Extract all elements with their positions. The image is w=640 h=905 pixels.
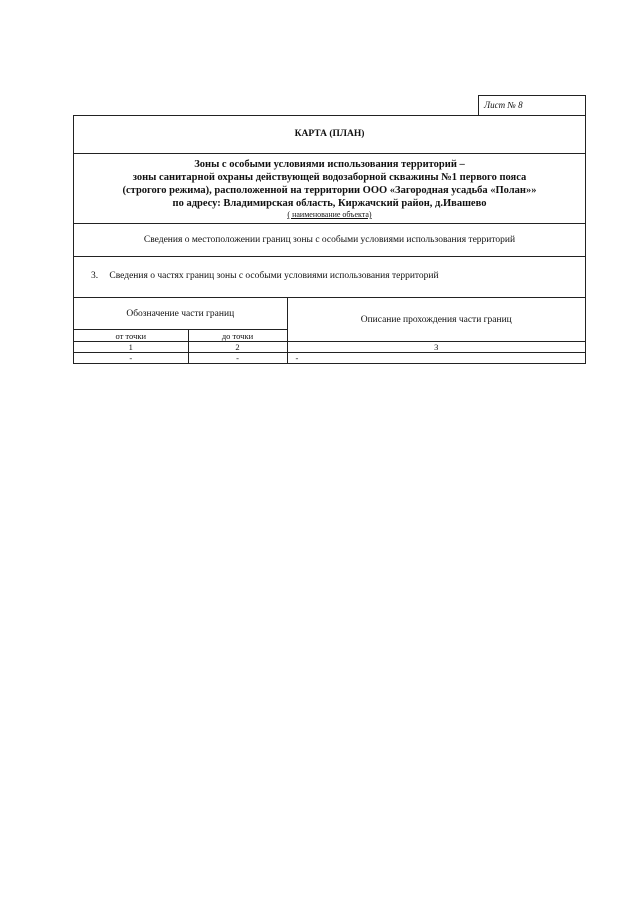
header-to-point: до точки (188, 330, 287, 342)
object-line-1: Зоны с особыми условиями использования территорий – (194, 159, 465, 170)
section-number: 3. (91, 271, 99, 281)
column-number-1: 1 (74, 342, 188, 353)
column-number-3: 3 (287, 342, 585, 353)
cell-description: - (287, 353, 585, 364)
header-boundary-designation: Обозначение части границ (74, 298, 287, 330)
object-description (74, 154, 585, 224)
section-text: Сведения о частях границ зоны с особыми условиями использования территорий (109, 271, 439, 281)
document-title: КАРТА (ПЛАН) (74, 116, 585, 154)
cell-from-point: - (74, 353, 188, 364)
boundary-parts-table (74, 298, 585, 363)
location-info-heading: Сведения о местоположении границ зоны с особыми условиями использования территорий (74, 224, 585, 257)
sheet-number: Лист № 8 (478, 95, 586, 115)
cell-to-point: - (188, 353, 287, 364)
header-boundary-description: Описание прохождения части границ (287, 298, 585, 342)
map-plan-document (73, 115, 586, 364)
object-caption: ( наименование объекта) (287, 210, 372, 219)
table-row (74, 353, 585, 364)
object-line-2: зоны санитарной охраны действующей водозаборной скважины №1 первого пояса (132, 172, 527, 183)
header-from-point: от точки (74, 330, 188, 342)
object-line-4: по адресу: Владимирская область, Киржачский район, д.Ивашево (172, 198, 487, 209)
section-heading (74, 257, 585, 298)
column-number-2: 2 (188, 342, 287, 353)
object-line-3: (строгого режима), расположенной на территории ООО «Загородная усадьба «Полан»» (122, 185, 537, 196)
